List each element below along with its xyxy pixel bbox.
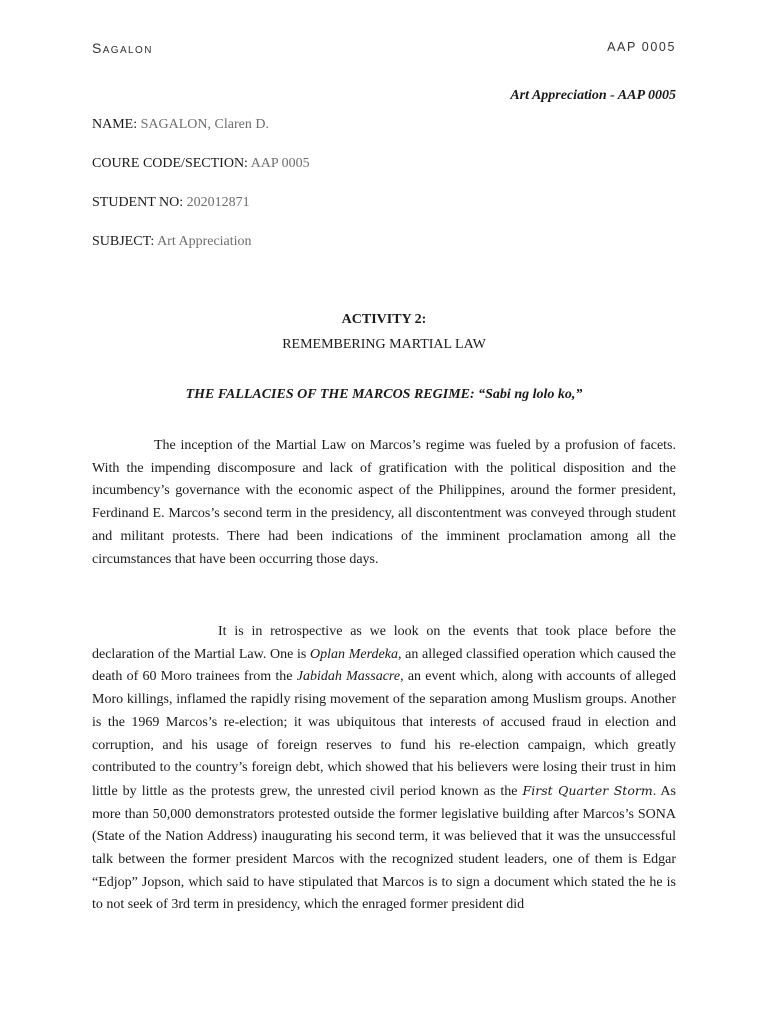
- activity-subtitle: REMEMBERING MARTIAL LAW: [282, 337, 486, 352]
- activity-heading: ACTIVITY 2:: [341, 312, 427, 327]
- page-header: [92, 40, 676, 56]
- paragraph-2-text: . As more than 50,000 demonstrators protested outside the former legislative building after Marcos’s SONA (State of the Nation Address) inaugurating his second term, it was believed that it was the unsuccessful talk between the former president Marcos with the recognized student leaders, one of them is Edgar “Edjop” Jopson, which said to have stipulated that Marcos is to sign a document which stated the he is to not seek of 3rd term in presidency, which the enraged former president did: [92, 783, 676, 913]
- name-value: SAGALON, Claren D.: [140, 117, 269, 132]
- student-no-label: STUDENT NO:: [92, 195, 184, 210]
- paragraph-2-text: , an alleged classified operation which caused the death of 60 Moro trainees from the: [92, 646, 677, 685]
- jabidah-massacre-term: Jabidah Massacre: [296, 669, 401, 685]
- oplan-merdeka-term: Oplan Merdeka: [310, 646, 398, 662]
- course-code-field: [92, 156, 310, 172]
- course-code-value: AAP 0005: [250, 156, 310, 171]
- header-course-code: AAP 0005: [607, 40, 676, 54]
- paragraph-2-text: It is in retrospective as we look on the events that took place before the declaration of the Martial Law. One is: [92, 624, 676, 662]
- paragraph-2: [92, 621, 676, 917]
- student-no-field: [92, 195, 250, 211]
- subject-value: Art Appreciation: [157, 234, 252, 249]
- paragraph-2-text: , an event which, along with accounts of alleged Moro killings, inflamed the rapidly rising movement of the separation among Muslism groups. Another is the 1969 Marcos’s re-election; it was ubiquitous that interests of accused fraud in election and corruption, and his usage of foreign reserves to fund his re-election campaign, which greatly contributed to the country’s foreign debt, which showed that his believers were losing their trust in him little by little as the protests grew, the unrested civil period known as the: [92, 669, 676, 799]
- name-label: NAME:: [92, 117, 138, 132]
- first-quarter-storm-term: First Quarter Storm: [522, 782, 653, 798]
- course-title: Art Appreciation - AAP 0005: [510, 88, 676, 103]
- student-no-value: 202012871: [186, 195, 250, 210]
- subject-field: [92, 234, 252, 250]
- name-field: [92, 117, 269, 133]
- paragraph-1: The inception of the Martial Law on Marcos’s regime was fueled by a profusion of facets. With the impending discomposure and lack of gratification with the political disposition and the incumbency’s governance with the economic aspect of the Philippines, around the former president, Ferdinand E. Marcos’s second term in the presidency, all discontentment was conveyed through student and militant protests. There had been indications of the imminent proclamation among all the circumstances that have been occurring those days.: [92, 438, 676, 567]
- header-author: Sagalon: [92, 40, 153, 56]
- subject-label: SUBJECT:: [92, 234, 155, 249]
- essay-title: THE FALLACIES OF THE MARCOS REGIME: “Sabi ng lolo ko,”: [185, 387, 583, 402]
- course-code-label: COURE CODE/SECTION:: [92, 156, 248, 171]
